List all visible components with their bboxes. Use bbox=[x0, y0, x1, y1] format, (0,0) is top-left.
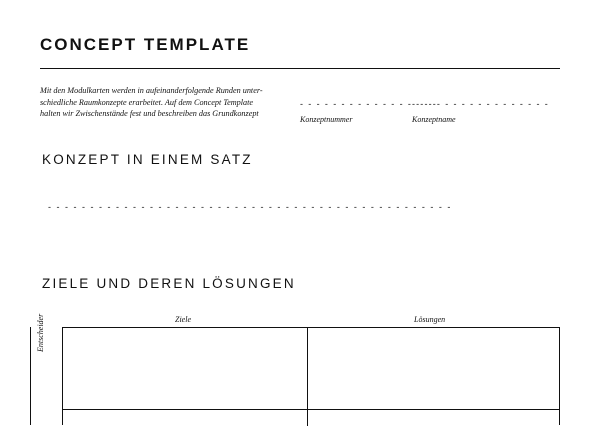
table-cell-loesungen[interactable] bbox=[308, 328, 559, 409]
table-column-header-loesungen: Lösungen bbox=[414, 315, 446, 324]
answer-line-konzept-satz[interactable]: - - - - - - - - - - - - - - - - - - - - - - - - - - - - - - - - - - - - - - - - - - - - - - - - bbox=[48, 202, 452, 212]
field-konzeptnummer-label: Konzeptnummer bbox=[300, 115, 353, 124]
intro-paragraph: Mit den Modulkarten werden in aufeinanderfolgende Runden unter-schiedliche Raumkonzepte erarbeitet. Auf dem Concept Template halten wir Zwischenstände fest und beschreiben das Grundkonzept bbox=[40, 86, 263, 118]
field-konzeptname-label: Konzeptname bbox=[412, 115, 456, 124]
field-konzeptname[interactable] bbox=[412, 99, 549, 124]
table-side-label-entscheider: Entscheider bbox=[36, 313, 45, 352]
field-konzeptnummer-line: - - - - - - - - - - - - - - - - - bbox=[300, 99, 438, 109]
title-divider bbox=[40, 68, 560, 69]
field-konzeptname-line: - - - - - - - - - - - - - - - - - bbox=[412, 99, 550, 109]
table-column-header-ziele: Ziele bbox=[175, 315, 191, 324]
page-title: CONCEPT TEMPLATE bbox=[40, 35, 251, 54]
table-side-divider bbox=[30, 327, 31, 425]
table-row[interactable] bbox=[63, 328, 559, 410]
table-cell-ziele[interactable] bbox=[63, 328, 308, 409]
ziele-loesungen-table bbox=[62, 327, 560, 425]
section-heading-konzept-in-einem-satz: KONZEPT IN EINEM SATZ bbox=[42, 152, 253, 167]
table-row[interactable] bbox=[63, 410, 559, 426]
section-heading-ziele-und-deren-loesungen: ZIELE UND DEREN LÖSUNGEN bbox=[42, 276, 296, 291]
table-cell-ziele[interactable] bbox=[63, 410, 308, 426]
table-cell-loesungen[interactable] bbox=[308, 410, 559, 426]
